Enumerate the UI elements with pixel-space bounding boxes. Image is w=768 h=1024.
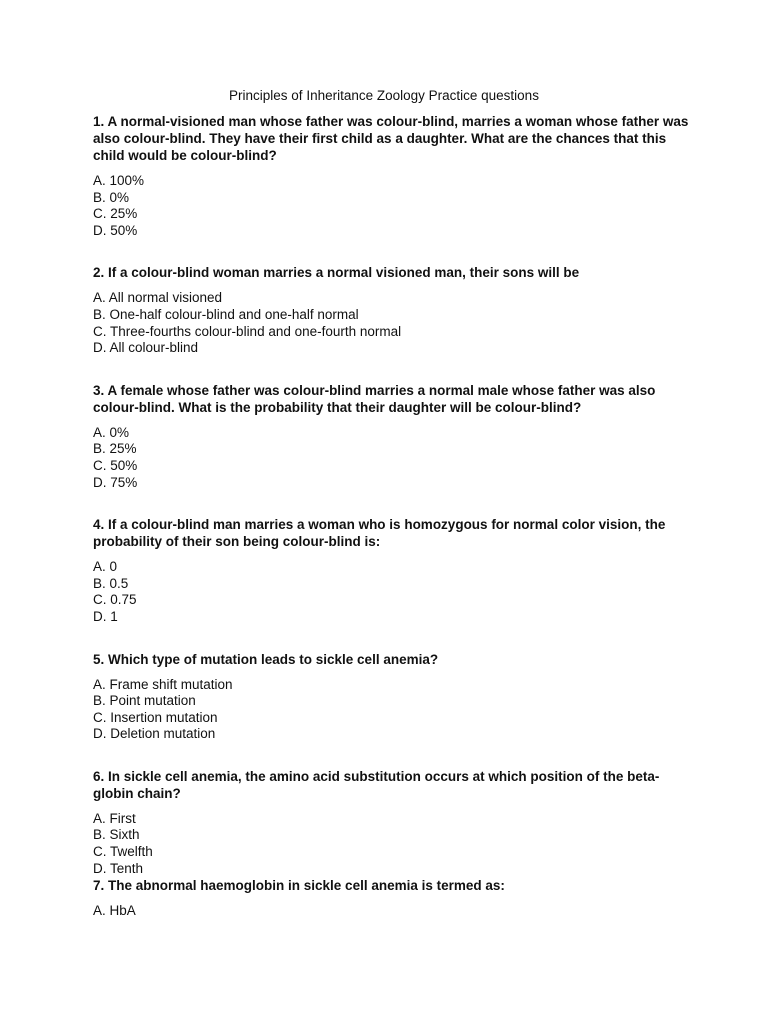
answer-options xyxy=(93,677,693,743)
option-item: A. First xyxy=(93,810,136,826)
option-item: A. 0 xyxy=(93,559,118,575)
question-text: 7. The abnormal haemoglobin in sickle cell anemia is termed as: xyxy=(93,878,505,894)
question-block-2 xyxy=(93,264,693,356)
option-item: D. 75% xyxy=(93,474,138,490)
option-item: A. 0% xyxy=(93,424,130,440)
spacer xyxy=(93,239,693,264)
question-block-5 xyxy=(93,651,693,743)
option-item: B. One-half colour-blind and one-half normal xyxy=(93,306,359,322)
question-text: 1. A normal-visioned man whose father was colour-blind, marries a woman whose father was also colour-blind. They have their first child as a daughter. What are the chances that this child would be colour-blind? xyxy=(93,114,689,163)
question-block-1 xyxy=(93,113,693,239)
option-item: D. 50% xyxy=(93,222,138,238)
answer-options xyxy=(93,811,693,877)
option-item: A. HbA xyxy=(93,903,136,919)
option-item: D. Deletion mutation xyxy=(93,726,216,742)
answer-options xyxy=(93,903,693,920)
question-block-7 xyxy=(93,877,693,920)
question-text: 2. If a colour-blind woman marries a normal visioned man, their sons will be xyxy=(93,265,580,281)
answer-options xyxy=(93,425,693,491)
option-item: C. Twelfth xyxy=(93,844,153,860)
spacer xyxy=(93,626,693,651)
spacer xyxy=(93,491,693,516)
option-item: B. 0.5 xyxy=(93,575,129,591)
spacer xyxy=(93,743,693,768)
question-block-3 xyxy=(93,382,693,491)
option-item: B. Sixth xyxy=(93,827,140,843)
option-item: C. 50% xyxy=(93,457,138,473)
question-text: 6. In sickle cell anemia, the amino acid substitution occurs at which position of the beta-globin chain? xyxy=(93,768,660,801)
option-item: A. All normal visioned xyxy=(93,290,223,306)
question-text: 3. A female whose father was colour-blind marries a normal male whose father was also colour-blind. What is the probability that their daughter will be colour-blind? xyxy=(93,382,656,415)
option-item: A. Frame shift mutation xyxy=(93,676,233,692)
question-text: 4. If a colour-blind man marries a woman who is homozygous for normal color vision, the probability of their son being colour-blind is: xyxy=(93,517,666,550)
option-item: C. Insertion mutation xyxy=(93,709,218,725)
option-item: C. 25% xyxy=(93,206,138,222)
option-item: B. 0% xyxy=(93,189,130,205)
question-block-6 xyxy=(93,768,693,877)
option-item: D. 1 xyxy=(93,608,118,624)
answer-options xyxy=(93,559,693,625)
question-block-4 xyxy=(93,516,693,625)
option-item: B. 25% xyxy=(93,441,137,457)
question-text: 5. Which type of mutation leads to sickle cell anemia? xyxy=(93,651,439,667)
option-item: B. Point mutation xyxy=(93,693,196,709)
option-item: A. 100% xyxy=(93,173,145,188)
spacer xyxy=(93,357,693,382)
answer-options xyxy=(93,290,693,356)
option-item: C. Three-fourths colour-blind and one-fourth normal xyxy=(93,323,402,339)
answer-options xyxy=(93,173,693,239)
document-page xyxy=(93,87,693,920)
option-item: D. Tenth xyxy=(93,860,144,876)
option-item: D. All colour-blind xyxy=(93,340,199,356)
option-item: C. 0.75 xyxy=(93,592,137,608)
document-title: Principles of Inheritance Zoology Practice questions xyxy=(229,88,539,103)
